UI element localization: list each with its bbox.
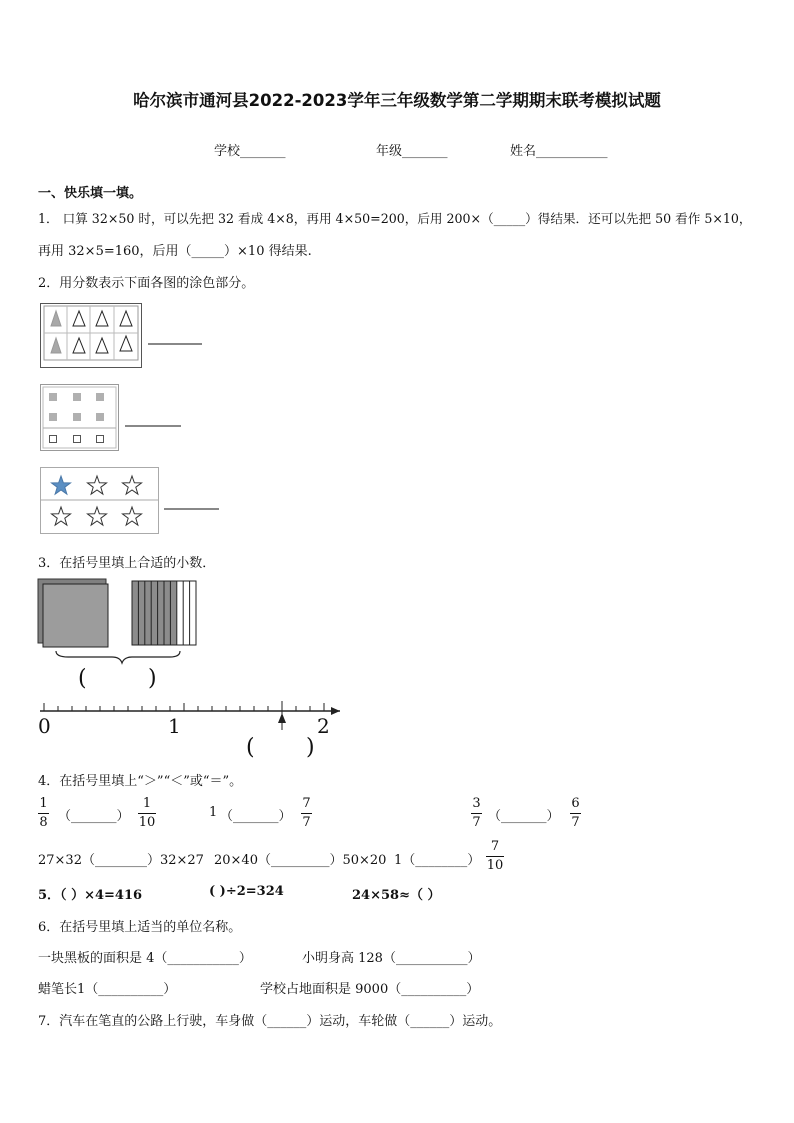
question-2-text: 2．用分数表示下面各图的涂色部分。 <box>38 276 255 291</box>
shaded-square-icon <box>96 393 104 401</box>
denominator: 8 <box>39 815 48 830</box>
numerator: 1 <box>39 796 48 811</box>
fraction-6-7 <box>570 797 581 830</box>
question-5-b: ( )÷2=324 <box>209 884 284 899</box>
paren-open-upper: ( <box>78 666 87 691</box>
denominator: 7 <box>302 815 311 830</box>
paren-open-lower: ( <box>246 735 255 760</box>
fraction-7-7 <box>301 797 312 830</box>
tenths-square <box>132 581 196 645</box>
shaded-square-icon <box>73 413 81 421</box>
shaded-square-icon <box>73 393 81 401</box>
square-figure <box>40 384 185 454</box>
shaded-square-icon <box>49 413 57 421</box>
question-6-d: 学校占地面积是 9000（__________） <box>260 982 480 997</box>
denominator: 7 <box>571 815 580 830</box>
fraction-7-10 <box>486 840 504 873</box>
question-3-text: 3．在括号里填上合适的小数． <box>38 556 216 571</box>
shaded-square-icon <box>96 413 104 421</box>
arrow-right-icon <box>331 707 340 715</box>
question-6-a: 一块黑板的面积是 4（___________） <box>38 951 252 966</box>
compare-one: 1（________） <box>394 853 481 868</box>
axis-label-1: 1 <box>168 714 181 738</box>
star-figure <box>40 467 222 537</box>
question-4-text: 4．在括号里填上“＞”“＜”或“＝”。 <box>38 774 243 789</box>
section-heading: 一、快乐填一填。 <box>38 186 143 201</box>
compare-blank: （_______） <box>220 809 292 824</box>
compare-27x32: 27×32（________）32×27 <box>38 853 204 868</box>
paren-close-upper: ) <box>148 666 157 691</box>
numerator: 3 <box>472 796 481 811</box>
question-6-c: 蜡笔长1（__________） <box>38 982 177 997</box>
triangle-figure <box>40 303 210 369</box>
numerator: 7 <box>490 839 500 854</box>
denominator: 10 <box>486 858 504 873</box>
number-one: 1 <box>209 805 218 820</box>
brace <box>56 651 180 663</box>
page-title: 哈尔滨市通河县2022-2023学年三年级数学第二学期期末联考模拟试题 <box>133 91 661 110</box>
shaded-square-icon <box>49 393 57 401</box>
numerator: 6 <box>571 796 580 811</box>
axis-label-2: 2 <box>317 714 330 738</box>
question-1-line-1: 1． 口算 32×50 时，可以先把 32 看成 4×8，再用 4×50=200，后用 200×（_____）得结果．还可以先把 50 看作 5×10， <box>38 211 752 226</box>
question-7-text: 7．汽车在笔直的公路上行驶，车身做（______）运动，车轮做（______）运动。 <box>38 1014 502 1029</box>
fraction-1-8 <box>38 797 49 830</box>
question-5-a: 5．（ ）×4=416 <box>38 888 143 903</box>
compare-blank: （_______） <box>488 809 560 824</box>
fraction-1-10 <box>138 797 156 830</box>
question-5-c: 24×58≈（ ） <box>352 888 441 903</box>
paren-close-lower: ) <box>306 735 315 760</box>
compare-20x40: 20×40（_________）50×20 <box>214 853 387 868</box>
arrow-up-icon <box>278 713 286 723</box>
question-6-text: 6．在括号里填上适当的单位名称。 <box>38 920 242 935</box>
axis-label-0: 0 <box>38 714 51 738</box>
denominator: 7 <box>472 815 481 830</box>
compare-blank: （_______） <box>58 809 130 824</box>
name-field-label: 姓名___________ <box>510 144 608 159</box>
denominator: 10 <box>138 815 156 830</box>
numerator: 7 <box>302 796 311 811</box>
grade-field-label: 年级_______ <box>376 144 448 159</box>
question-6-b: 小明身高 128（___________） <box>302 951 481 966</box>
numerator: 1 <box>142 796 152 811</box>
school-field-label: 学校_______ <box>214 144 286 159</box>
question-1-line-2: 再用 32×5=160，后用（_____）×10 得结果. <box>38 244 312 259</box>
fraction-3-7 <box>471 797 482 830</box>
